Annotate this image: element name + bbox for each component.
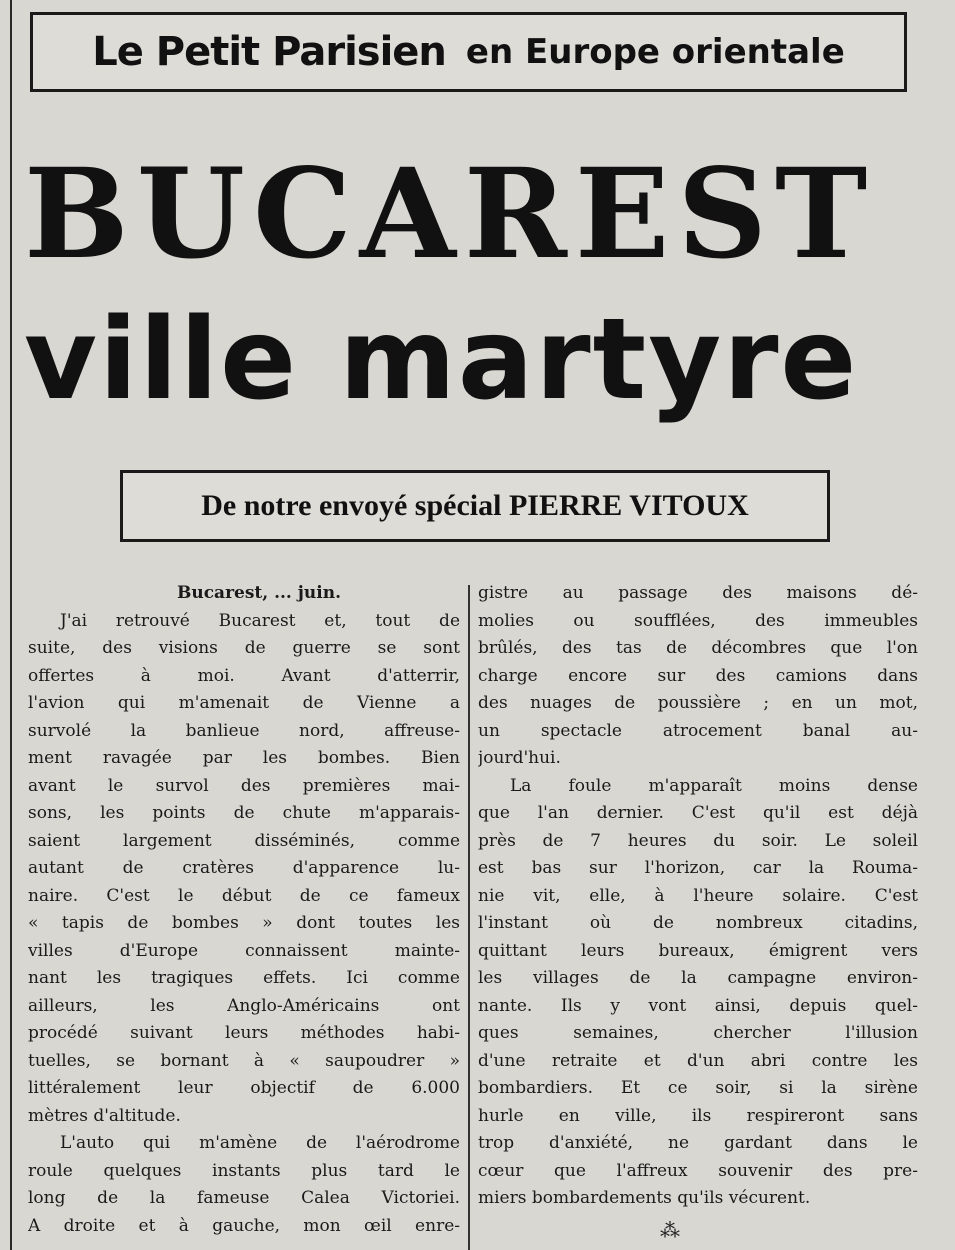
section-mark: ⁂: [660, 1218, 680, 1242]
text-line: sons, les points de chute m'apparais-: [28, 803, 460, 823]
left-column-rule: [10, 0, 12, 1250]
text-line: un spectacle atrocement banal au-: [478, 720, 918, 741]
text-line: bombardiers. Et ce soir, si la sirène: [478, 1078, 918, 1098]
headline-line-1: BUCAREST: [24, 142, 876, 287]
text-line: brûlés, des tas de décombres que l'on: [478, 638, 918, 658]
masthead-tagline: en Europe orientale: [465, 32, 845, 72]
text-line: hurle en ville, ils respireront sans: [478, 1105, 918, 1126]
text-line: l'instant où de nombreux citadins,: [478, 913, 918, 933]
text-line: naire. C'est le début de ce fameux: [28, 885, 460, 906]
text-line: villes d'Europe connaissent mainte-: [28, 940, 460, 961]
text-line: nant les tragiques effets. Ici comme: [28, 968, 460, 988]
text-line: près de 7 heures du soir. Le soleil: [478, 830, 918, 851]
text-line: « tapis de bombes » dont toutes les: [28, 913, 460, 933]
text-line: procédé suivant leurs méthodes habi-: [28, 1023, 460, 1043]
text-line: J'ai retrouvé Bucarest et, tout de: [60, 610, 460, 631]
dateline: Bucarest, ... juin.: [176, 583, 342, 603]
text-line: long de la fameuse Calea Victoriei.: [28, 1188, 460, 1208]
text-line: ailleurs, les Anglo-Américains ont: [28, 995, 460, 1016]
text-line: nie vit, elle, à l'heure solaire. C'est: [478, 885, 918, 906]
text-line: trop d'anxiété, ne gardant dans le: [478, 1133, 918, 1153]
text-line: quittant leurs bureaux, émigrent vers: [478, 940, 918, 961]
byline: De notre envoyé spécial PIERRE VITOUX: [201, 489, 749, 522]
text-line: La foule m'apparaît moins dense: [510, 775, 918, 796]
text-line: les villages de la campagne environ-: [478, 968, 918, 988]
article-column-right: [478, 580, 918, 1213]
text-line: L'auto qui m'amène de l'aérodrome: [60, 1133, 460, 1153]
byline-box: [120, 470, 830, 542]
text-line: autant de cratères d'apparence lu-: [28, 858, 460, 878]
text-line: suite, des visions de guerre se sont: [28, 638, 460, 658]
text-line: charge encore sur des camions dans: [478, 665, 918, 686]
text-line: roule quelques instants plus tard le: [28, 1160, 460, 1181]
text-line: mètres d'altitude.: [28, 1105, 181, 1126]
text-line: offertes à moi. Avant d'atterrir,: [28, 665, 460, 686]
text-line: que l'an dernier. C'est qu'il est déjà: [478, 803, 918, 823]
text-line: ques semaines, chercher l'illusion: [478, 1023, 918, 1043]
text-line: miers bombardements qu'ils vécurent.: [478, 1188, 811, 1208]
article-column-left: [28, 580, 460, 1240]
headline-line-2: ville martyre: [24, 295, 859, 425]
text-line: survolé la banlieue nord, affreuse-: [28, 720, 460, 741]
text-line: l'avion qui m'amenait de Vienne a: [28, 693, 460, 713]
text-line: jourd'hui.: [478, 748, 561, 768]
text-line: molies ou soufflées, des immeubles: [478, 610, 918, 631]
text-line: avant le survol des premières mai-: [28, 775, 460, 796]
masthead-logo: Le Petit Parisien: [92, 29, 446, 75]
masthead-box: [30, 12, 907, 92]
text-line: A droite et à gauche, mon œil enre-: [28, 1215, 460, 1236]
text-line: nante. Ils y vont ainsi, depuis quel-: [478, 995, 918, 1016]
text-line: d'une retraite et d'un abri contre les: [478, 1050, 918, 1071]
column-divider: [468, 585, 470, 1250]
text-line: est bas sur l'horizon, car la Rouma-: [478, 858, 918, 878]
text-line: ment ravagée par les bombes. Bien: [28, 748, 460, 768]
text-line: des nuages de poussière ; en un mot,: [478, 693, 918, 713]
paragraph-1: [28, 608, 460, 1131]
text-line: tuelles, se bornant à « saupoudrer »: [28, 1050, 460, 1071]
text-line: gistre au passage des maisons dé-: [478, 583, 918, 603]
paragraph-2-continued: [478, 580, 918, 773]
paragraph-3: [478, 773, 918, 1213]
text-line: cœur que l'affreux souvenir des pre-: [478, 1160, 918, 1181]
paragraph-2: [28, 1130, 460, 1240]
text-line: littéralement leur objectif de 6.000: [28, 1078, 460, 1098]
text-line: saient largement disséminés, comme: [28, 830, 460, 851]
